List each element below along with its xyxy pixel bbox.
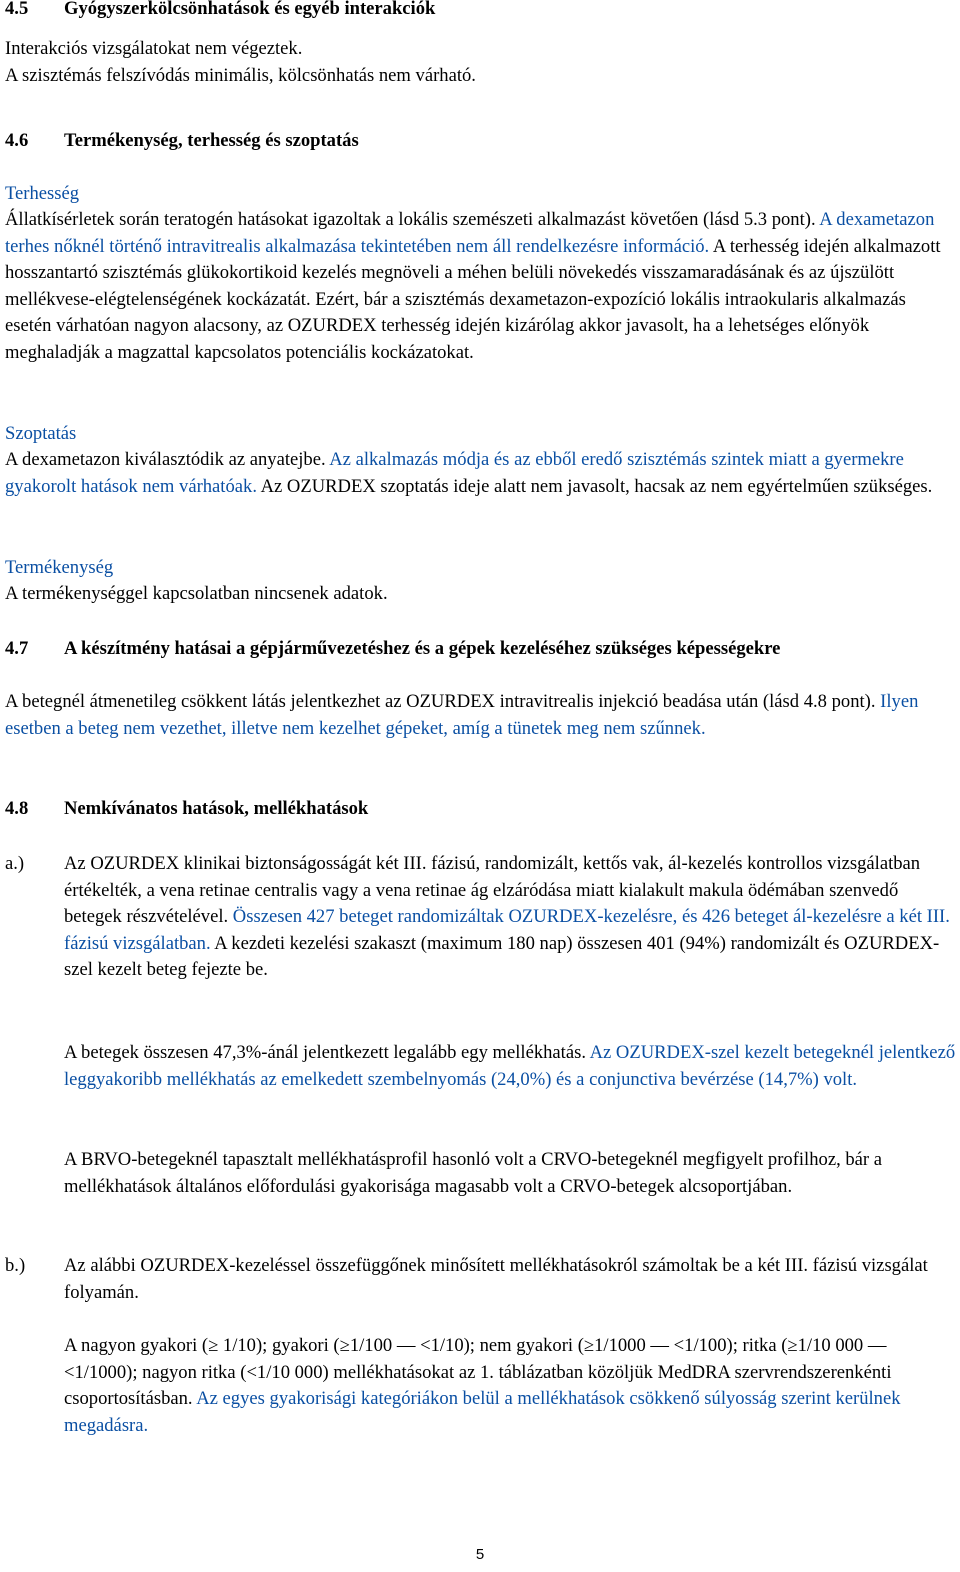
section-4-7-heading — [5, 636, 955, 663]
section-4-5-heading — [5, 0, 955, 23]
paragraph: A BRVO-betegeknél tapasztalt mellékhatásprofil hasonló volt a CRVO-betegeknél megfigyelt profilhoz, bár a mellékhatások általános előfordulási gyakorisága magasabb volt a CRVO-betegek alcsoportjában. — [64, 1149, 883, 1197]
paragraph-fertility: A termékenységgel kapcsolatban nincsenek adatok. — [5, 583, 388, 604]
paragraph: A nagyon gyakori (≥ 1/10); gyakori (≥1/100 — <1/10); nem gyakori (≥1/1000 — <1/100); ritka (≥1/10 000 — <1/1000); nagyon ritka (<1/10 000) mellékhatásokat az 1. táblázatban közöljük MedDRA szervrendszerenkénti csoportosításban. Az egyes gyakorisági kategóriákon belül a mellékhatások csökkenő súlyosság szerint kerülnek megadásra. — [64, 1335, 901, 1436]
section-number: 4.7 — [5, 638, 29, 659]
subheading-pregnancy: Terhesség — [5, 183, 80, 204]
subheading-fertility: Termékenység — [5, 557, 114, 578]
paragraph-breastfeeding: A dexametazon kiválasztódik az anyatejbe. Az alkalmazás módja és az ebből eredő szisztémás szintek miatt a gyermekre gyakorolt hatások nem várhatóak. Az OZURDEX szoptatás ideje alatt nem javasolt, hacsak az nem egyértelműen szükséges. — [5, 449, 933, 497]
paragraph: Interakciós vizsgálatokat nem végeztek. A szisztémás felszívódás minimális, kölcsönhatás nem várható. — [5, 38, 476, 86]
section-title: Gyógyszerkölcsönhatások és egyéb interakciók — [64, 0, 436, 19]
page-number: 5 — [475, 1546, 485, 1563]
section-number: 4.5 — [5, 0, 29, 19]
section-number: 4.6 — [5, 130, 29, 151]
paragraph: Az OZURDEX klinikai biztonságosságát két III. fázisú, randomizált, kettős vak, ál-kezelés kontrollos vizsgálatban értékelték, a vena retinae centralis vagy a vena retinae ág elzáródása miatt kialakult makula ödémában szenvedő betegek részvételével. Összesen 427 beteget randomizáltak OZURDEX-kezelésre, és 426 beteget ál-kezelésre a két III. fázisú vizsgálatban. A kezdeti kezelési szakaszt (maximum 180 nap) összesen 401 (94%) randomizált és OZURDEX-szel kezelt beteg fejezte be. — [64, 853, 950, 981]
list-item-b — [5, 1253, 955, 1453]
section-4-6-heading — [5, 128, 955, 155]
section-title: A készítmény hatásai a gépjárművezetéshez és a gépek kezeléséhez szükséges képességekre — [64, 638, 781, 659]
paragraph: A betegek összesen 47,3%-ánál jelentkezett legalább egy mellékhatás. Az OZURDEX-szel kezelt betegeknél jelentkező leggyakoribb mellékhatás az emelkedett szembelnyomás (24,0%) és a conjunctiva bevérzése (14,7%) volt. — [64, 1042, 956, 1090]
section-title: Termékenység, terhesség és szoptatás — [64, 130, 359, 151]
paragraph: Az alábbi OZURDEX-kezeléssel összefüggőnek minősített mellékhatásokról számoltak be a két III. fázisú vizsgálat folyamán. — [64, 1255, 928, 1303]
section-title: Nemkívánatos hatások, mellékhatások — [64, 798, 369, 819]
list-label: a.) — [5, 853, 25, 874]
section-4-8-heading — [5, 796, 955, 823]
paragraph-pregnancy: Állatkísérletek során teratogén hatásokat igazoltak a lokális szemészeti alkalmazást követően (lásd 5.3 pont). A dexametazon terhes nőknél történő intravitrealis alkalmazása tekintetében nem áll rendelkezésre információ. A terhesség idején alkalmazott hosszantartó szisztémás glükokortikoid kezelés megnöveli a méhen belüli növekedés visszamaradásának és az újszülött mellékvese-elégtelenségének kockázatát. Ezért, bár a szisztémás dexametazon-expozíció lokális intraokularis alkalmazás esetén várhatóan nagyon alacsony, az OZURDEX terhesség idején kizárólag akkor javasolt, ha a lehetséges előnyök meghaladják a magzattal kapcsolatos potenciális kockázatokat. — [5, 209, 941, 363]
list-label: b.) — [5, 1255, 26, 1276]
section-number: 4.8 — [5, 798, 29, 819]
list-item-a — [5, 851, 955, 1251]
paragraph-driving: A betegnél átmenetileg csökkent látás jelentkezhet az OZURDEX intravitrealis injekció beadása után (lásd 4.8 pont). Ilyen esetben a beteg nem vezethet, illetve nem kezelhet gépeket, amíg a tünetek meg nem szűnnek. — [5, 691, 919, 739]
subheading-breastfeeding: Szoptatás — [5, 423, 77, 444]
